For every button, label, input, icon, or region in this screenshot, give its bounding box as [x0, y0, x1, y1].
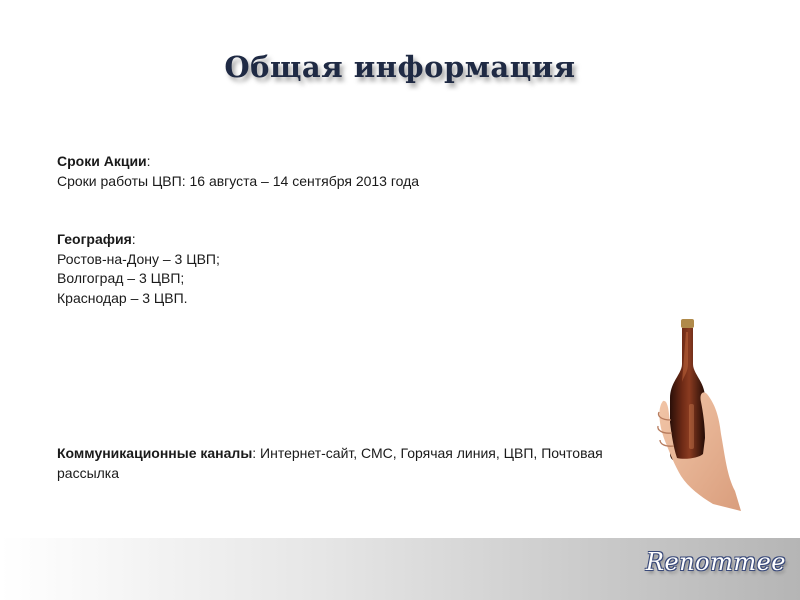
- slide-title: Общая информация: [224, 50, 576, 84]
- geography-heading-line: [57, 230, 220, 250]
- channels-section: [57, 444, 657, 483]
- geography-heading: География: [57, 231, 132, 247]
- period-heading-line: [57, 152, 419, 172]
- period-section: [57, 152, 419, 191]
- channels-text: : Интернет-сайт, СМС, Горячая линия, ЦВП, Почтовая рассылка: [57, 445, 603, 481]
- period-heading: Сроки Акции: [57, 153, 147, 169]
- period-colon: :: [146, 153, 151, 169]
- beer-bottle-in-hand-icon: [655, 316, 745, 511]
- geography-section: [57, 230, 220, 308]
- period-text: Сроки работы ЦВП: 16 августа – 14 сентября 2013 года: [57, 172, 420, 189]
- geography-line-krasnodar: Краснодар – 3 ЦВП.: [57, 289, 188, 306]
- channels-heading: Коммуникационные каналы: [57, 445, 253, 461]
- geography-line-volgograd: Волгоград – 3 ЦВП;: [57, 270, 185, 286]
- geography-colon: :: [131, 231, 136, 247]
- geography-line-rostov: Ростов-на-Дону – 3 ЦВП;: [57, 250, 220, 267]
- renommee-logo: Renommee: [645, 548, 786, 576]
